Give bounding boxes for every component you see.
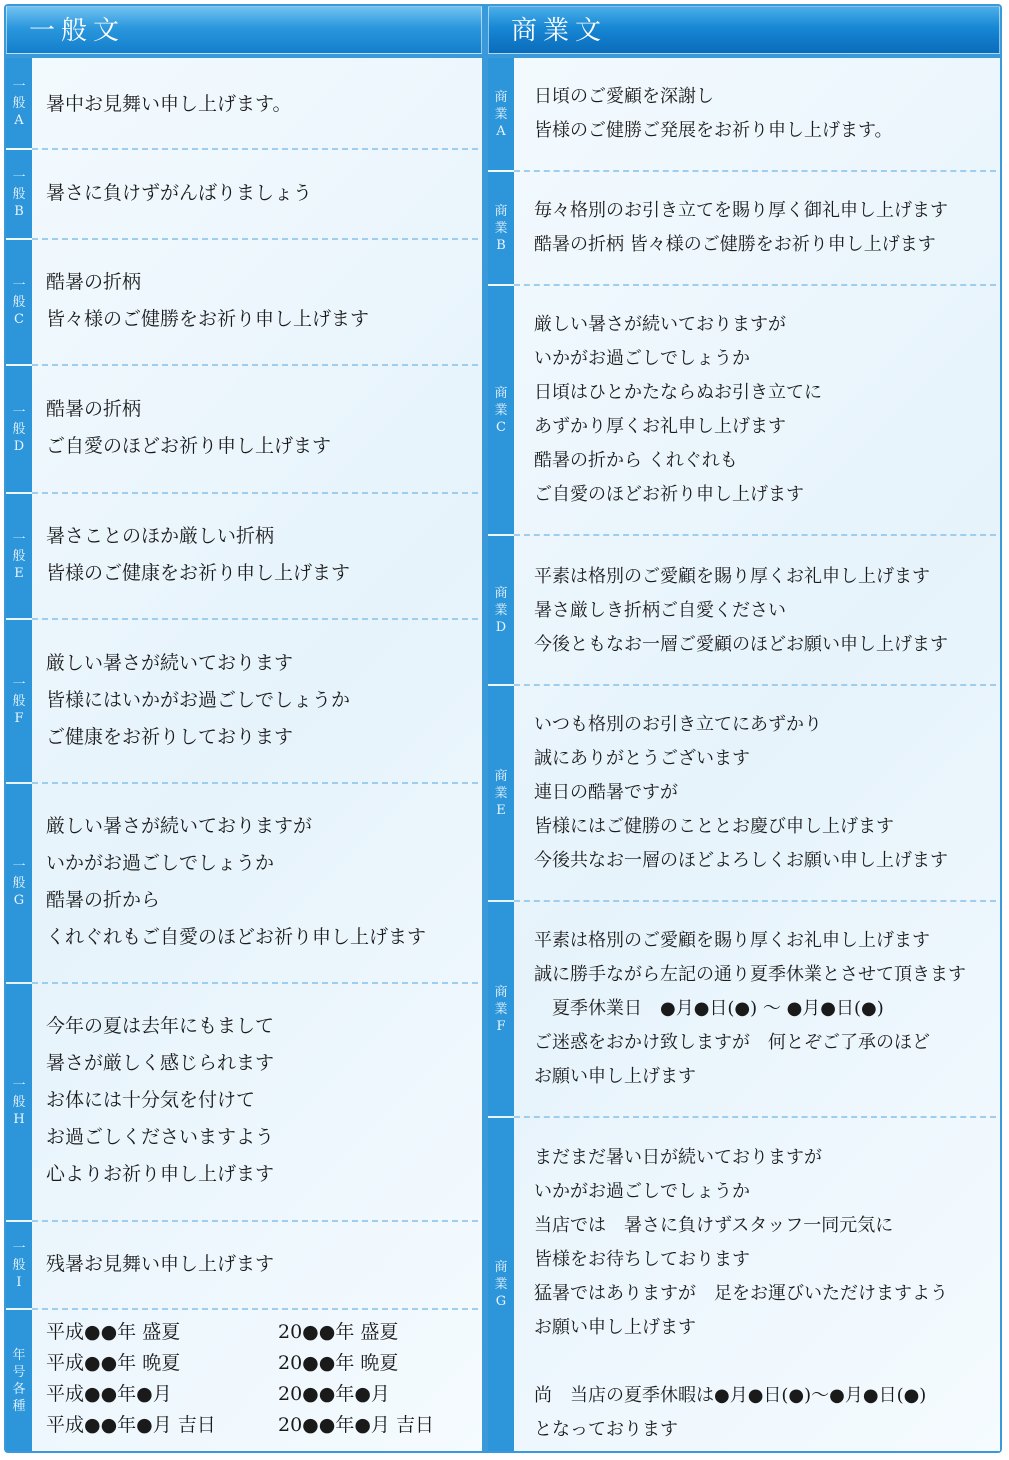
general-header: 一般文 — [6, 6, 482, 54]
business-d-text: 平素は格別のご愛顧を賜り厚くお礼申し上げます 暑さ厳しき折柄ご自愛ください 今後ともなお一層ご愛顧のほどお願い申し上げます — [534, 566, 948, 655]
divider — [32, 492, 478, 494]
tab-business-f: 商 業 F — [488, 902, 514, 1116]
business-body — [488, 58, 1000, 1451]
divider — [514, 534, 996, 536]
divider — [514, 284, 996, 286]
business-header: 商業文 — [488, 6, 1000, 54]
divider — [514, 1116, 996, 1118]
divider — [32, 1308, 478, 1310]
tab-business-d: 商 業 D — [488, 536, 514, 684]
general-f-text: 厳しい暑さが続いております 皆様にはいかがお過ごしでしょうか ご健康をお祈りしております — [46, 652, 351, 748]
tab-general-b: 一 般 B — [6, 150, 32, 238]
divider — [32, 1220, 478, 1222]
divider — [32, 782, 478, 784]
era-heisei-list: 平成●●年 盛夏 平成●●年 晩夏 平成●●年●月 平成●●年●月 吉日 — [46, 1321, 216, 1436]
tab-business-g: 商 業 G — [488, 1118, 514, 1451]
divider — [514, 684, 996, 686]
general-e-text: 暑さことのほか厳しい折柄 皆様のご健康をお祈り申し上げます — [46, 525, 351, 584]
tab-general-f: 一 般 F — [6, 620, 32, 782]
general-column — [4, 4, 484, 1453]
tab-business-a: 商 業 A — [488, 58, 514, 170]
divider — [514, 170, 996, 172]
general-h-text: 今年の夏は去年にもまして 暑さが厳しく感じられます お体には十分気を付けて お過ごしくださいますよう 心よりお祈り申し上げます — [46, 1015, 275, 1185]
tab-era: 年 号 各 種 — [6, 1310, 32, 1451]
tab-general-h: 一 般 H — [6, 984, 32, 1220]
tab-business-b: 商 業 B — [488, 172, 514, 284]
divider — [32, 618, 478, 620]
tab-general-i: 一 般 I — [6, 1222, 32, 1308]
tab-general-c: 一 般 C — [6, 240, 32, 364]
greeting-table — [4, 4, 1002, 1453]
general-g-text: 厳しい暑さが続いておりますが いかがお過ごしでしょうか 酷暑の折から くれぐれもご自愛のほどお祈り申し上げます — [46, 815, 427, 948]
business-f-text: 平素は格別のご愛顧を賜り厚くお礼申し上げます 誠に勝手ながら左記の通り夏季休業とさせて頂きます 夏季休業日 ●月●日(●) ～ ●月●日(●) ご迷惑をおかけ致しますが 何とぞご了承のほど お願い申し上げます — [534, 930, 966, 1087]
general-body — [6, 58, 482, 1451]
general-c-text: 酷暑の折柄 皆々様のご健勝をお祈り申し上げます — [46, 271, 370, 330]
tab-general-a: 一 般 A — [6, 58, 32, 148]
divider — [514, 900, 996, 902]
general-d-text: 酷暑の折柄 ご自愛のほどお祈り申し上げます — [46, 398, 332, 457]
era-western-list: 20●●年 盛夏 20●●年 晩夏 20●●年●月 20●●年●月 吉日 — [278, 1321, 434, 1436]
tab-general-e: 一 般 E — [6, 494, 32, 618]
business-b-text: 毎々格別のお引き立てを賜り厚く御礼申し上げます 酷暑の折柄 皆々様のご健勝をお祈り申し上げます — [534, 200, 948, 255]
tab-general-g: 一 般 G — [6, 784, 32, 982]
divider — [32, 238, 478, 240]
business-c-text: 厳しい暑さが続いておりますが いかがお過ごしでしょうか 日頃はひとかたならぬお引き立てに あずかり厚くお礼申し上げます 酷暑の折から くれぐれも ご自愛のほどお祈り申し上げます — [534, 314, 822, 505]
general-i-text: 残暑お見舞い申し上げます — [46, 1253, 275, 1275]
divider — [32, 364, 478, 366]
business-a-text: 日頃のご愛顧を深謝し 皆様のご健勝ご発展をお祈り申し上げます。 — [534, 86, 893, 141]
tab-business-e: 商 業 E — [488, 686, 514, 900]
business-e-text: いつも格別のお引き立てにあずかり 誠にありがとうございます 連日の酷暑ですが 皆様にはご健勝のこととお慶び申し上げます 今後共なお一層のほどよろしくお願い申し上げます — [534, 714, 948, 871]
divider — [32, 982, 478, 984]
general-a-text: 暑中お見舞い申し上げます。 — [46, 93, 292, 115]
business-g-text: まだまだ暑い日が続いておりますが いかがお過ごしでしょうか 当店では 暑さに負けずスタッフ一同元気に 皆様をお待ちしております 猛暑ではありますが 足をお運びいただけますよう お願い申し上げます 尚 当店の夏季休暇は●月●日(●)～●月●日(●) となっております — [534, 1147, 948, 1440]
general-b-text: 暑さに負けずがんばりましょう — [46, 182, 313, 204]
divider — [32, 148, 478, 150]
business-column — [486, 4, 1002, 1453]
tab-business-c: 商 業 C — [488, 286, 514, 534]
tab-general-d: 一 般 D — [6, 366, 32, 492]
